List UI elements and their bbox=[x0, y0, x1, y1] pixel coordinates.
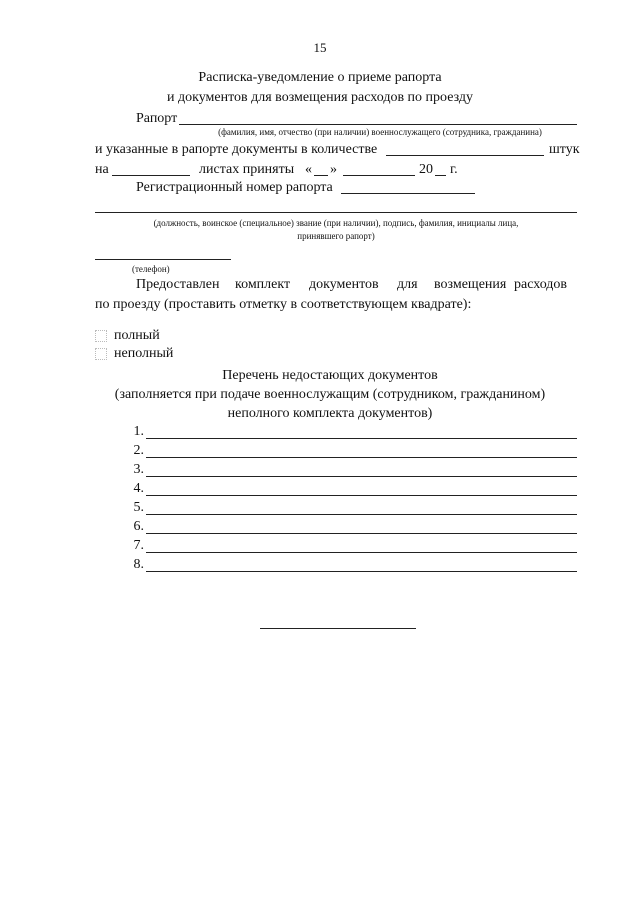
position-signature-field[interactable] bbox=[95, 212, 577, 213]
raport-label: Рапорт bbox=[136, 111, 178, 126]
full-kit-checkbox[interactable] bbox=[95, 330, 107, 342]
list-item-field-5[interactable] bbox=[146, 514, 577, 515]
partial-kit-label: неполный bbox=[114, 346, 174, 361]
list-item-number: 5. bbox=[133, 500, 144, 515]
on-text: на bbox=[95, 162, 109, 177]
docs-in-report-text: и указанные в рапорте документы в количестве bbox=[95, 142, 378, 157]
list-item-field-8[interactable] bbox=[146, 571, 577, 572]
missing-heading-2: (заполняется при подаче военнослужащим (сотрудником, гражданином) bbox=[114, 387, 546, 402]
reg-number-field[interactable] bbox=[341, 193, 475, 194]
kit-word-4: для bbox=[397, 277, 418, 292]
closing-divider bbox=[260, 628, 416, 629]
phone-field[interactable] bbox=[95, 259, 231, 260]
kit-word-6: расходов bbox=[514, 277, 568, 292]
year-field[interactable] bbox=[435, 175, 446, 176]
list-item-number: 2. bbox=[133, 443, 144, 458]
list-item-field-4[interactable] bbox=[146, 495, 577, 496]
list-item-field-3[interactable] bbox=[146, 476, 577, 477]
kit-word-2: комплект bbox=[235, 277, 291, 292]
title-line-1: Расписка-уведомление о приеме рапорта bbox=[198, 70, 442, 85]
page-number: 15 bbox=[313, 40, 327, 55]
year-prefix: 20 bbox=[419, 162, 433, 177]
list-item-field-7[interactable] bbox=[146, 552, 577, 553]
missing-heading-1: Перечень недостающих документов bbox=[222, 368, 438, 383]
title-line-2: и документов для возмещения расходов по проезду bbox=[166, 90, 473, 105]
day-field[interactable] bbox=[314, 175, 328, 176]
list-item-field-6[interactable] bbox=[146, 533, 577, 534]
reg-number-label: Регистрационный номер рапорта bbox=[136, 180, 333, 195]
list-item-number: 4. bbox=[133, 481, 144, 496]
kit-word-1: Предоставлен bbox=[136, 277, 220, 292]
list-item-number: 7. bbox=[133, 538, 144, 553]
phone-hint: (телефон) bbox=[132, 264, 170, 274]
missing-heading-3: неполного комплекта документов) bbox=[227, 406, 433, 421]
sheets-count-field[interactable] bbox=[112, 175, 190, 176]
list-item-field-1[interactable] bbox=[146, 438, 577, 439]
sheets-accepted-text: листах приняты bbox=[199, 162, 295, 177]
docs-count-field[interactable] bbox=[386, 155, 544, 156]
raport-hint: (фамилия, имя, отчество (при наличии) военнослужащего (сотрудника, гражданина) bbox=[218, 127, 542, 137]
list-item-number: 3. bbox=[133, 462, 144, 477]
list-item-field-2[interactable] bbox=[146, 457, 577, 458]
list-item-number: 6. bbox=[133, 519, 144, 534]
kit-word-3: документов bbox=[309, 277, 379, 292]
month-field[interactable] bbox=[343, 175, 415, 176]
raport-name-field[interactable] bbox=[179, 124, 577, 125]
full-kit-label: полный bbox=[114, 328, 160, 343]
position-hint-line-1: (должность, воинское (специальное) звание (при наличии), подпись, фамилия, инициалы лица, bbox=[153, 218, 519, 228]
kit-line-2: по проезду (проставить отметку в соответствующем квадрате): bbox=[95, 297, 472, 312]
list-item-number: 1. bbox=[133, 424, 144, 439]
partial-kit-checkbox[interactable] bbox=[95, 348, 107, 360]
quote-close: » bbox=[330, 162, 337, 177]
position-hint-line-2: принявшего рапорт) bbox=[297, 231, 375, 241]
list-item-number: 8. bbox=[133, 557, 144, 572]
kit-word-5: возмещения bbox=[434, 277, 507, 292]
year-suffix: г. bbox=[450, 162, 458, 177]
pieces-text: штук bbox=[549, 142, 580, 157]
quote-open: « bbox=[305, 162, 312, 177]
